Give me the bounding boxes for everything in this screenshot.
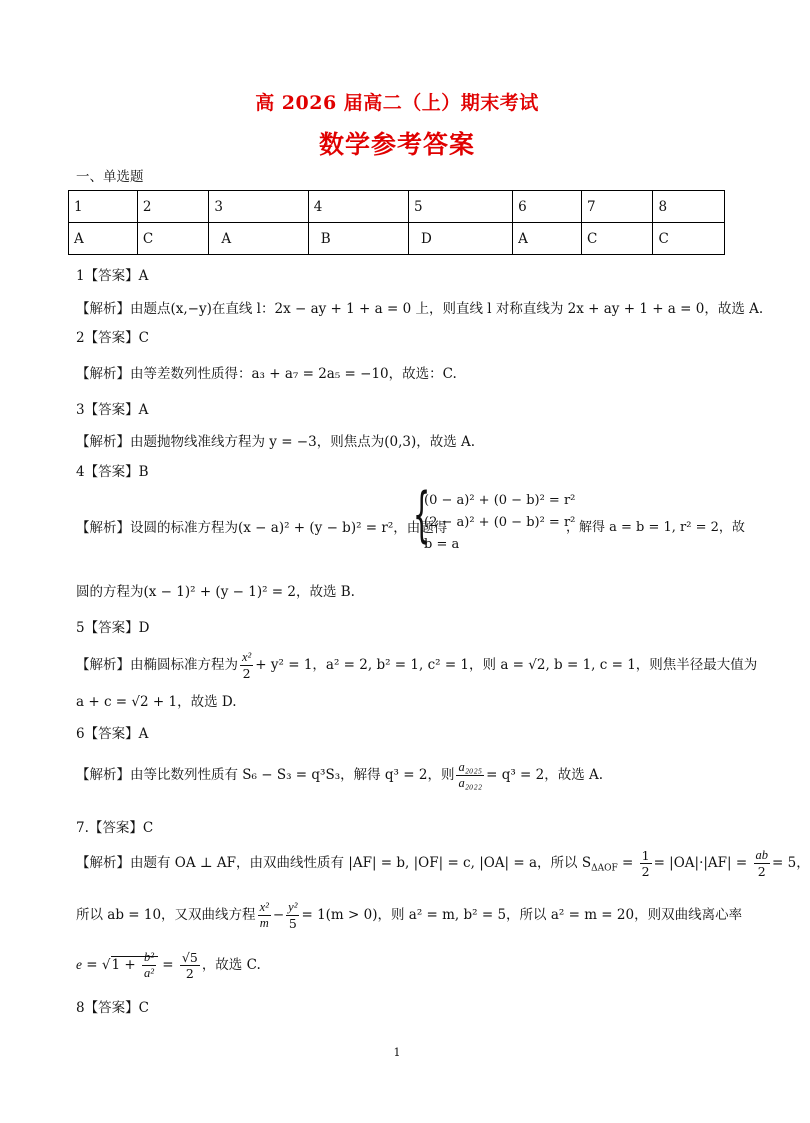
answer-8-head: 8【答案】C xyxy=(76,1000,149,1016)
section-heading: 一、单选题 xyxy=(76,169,144,185)
answer-6-explain-b: = q³ = 2，故选 A. xyxy=(486,767,604,783)
system-eq-3: b = a xyxy=(424,537,460,552)
answer-5-explain-c: a + c = √2 + 1，故选 D. xyxy=(76,694,237,710)
answer-3-explain: 【解析】由题抛物线准线方程为 y = −3，则焦点为(0,3)，故选 A. xyxy=(76,434,476,450)
answer-7-explain-b: = |OA|·|AF| = xyxy=(653,855,752,871)
table-cell: 4 xyxy=(308,191,408,223)
table-cell: A xyxy=(69,223,138,255)
hyperbola-y-fraction: $\frac{\text{y²}}{5}$ xyxy=(288,900,298,931)
table-cell: 1 xyxy=(69,191,138,223)
answer-5-explain-b: + y² = 1，a² = 2, b² = 1, c² = 1，则 a = √2, b = 1, c = 1，则焦半径最大值为 xyxy=(255,657,758,673)
hyperbola-x-fraction: $\frac{\text{x²}}{m}$ xyxy=(259,900,269,930)
table-cell: C xyxy=(653,223,725,255)
answer-4-explain-a: 【解析】设圆的标准方程为(x − a)² + (y − b)² = r²，由题得 xyxy=(76,520,448,536)
eccentricity-result-fraction: $\frac{√5}{2}$ xyxy=(181,950,198,981)
answer-2-explain: 【解析】由等差数列性质得：a₃ + a₇ = 2a₅ = −10，故选：C. xyxy=(76,366,457,382)
table-cell: 7 xyxy=(582,191,653,223)
table-cell: A xyxy=(209,223,308,255)
answer-4-explain-c: 圆的方程为(x − 1)² + (y − 1)² = 2，故选 B. xyxy=(76,584,355,600)
answer-1-head: 1【答案】A xyxy=(76,268,149,284)
answer-5-explain-a: 【解析】由椭圆标准方程为 xyxy=(76,657,238,673)
table-cell: 6 xyxy=(513,191,582,223)
answer-7-explain-a: 【解析】由题有 OA ⊥ AF，由双曲线性质有 |AF| = b, |OF| = c, |OA| = a，所以 S xyxy=(76,855,592,871)
answer-7-explain-c: = 5， xyxy=(772,855,810,871)
answer-5-head: 5【答案】D xyxy=(76,620,150,636)
system-brace: { xyxy=(413,480,431,550)
answer-7-explain-d: 所以 ab = 10，又双曲线方程 xyxy=(76,907,256,923)
table-cell: 3 xyxy=(209,191,308,223)
answer-7-head: 7.【答案】C xyxy=(76,820,154,836)
table-cell: D xyxy=(409,223,513,255)
answer-7-explain-e: = 1(m > 0)，则 a² = m, b² = 5，所以 a² = m = 20，则双曲线离心率 xyxy=(301,907,743,923)
page-number: 1 xyxy=(393,1046,401,1059)
answer-6-explain xyxy=(76,760,603,791)
ratio-fraction: $\frac{\text{a₂₀₂₅}}{\text{a₂₀₂₂}}$ xyxy=(458,760,483,790)
table-cell: C xyxy=(582,223,653,255)
ellipse-fraction: $\frac{\text{x²}}{2}$ xyxy=(242,650,252,681)
answer-4-head: 4【答案】B xyxy=(76,464,149,480)
answer-6-explain-a: 【解析】由等比数列性质有 S₆ − S₃ = q³S₃，解得 q³ = 2，则 xyxy=(76,767,455,783)
eccentricity-inner-fraction: $\frac{\text{b²}}{\text{a²}}$ xyxy=(143,950,154,980)
answer-4-explain-b: ，解得 a = b = 1, r² = 2，故 xyxy=(566,520,745,535)
system-eq-1: (0 − a)² + (0 − b)² = r² xyxy=(424,493,576,508)
answer-7-explain-f: ，故选 C. xyxy=(201,957,261,973)
exam-title: 高 2026 届高二（上）期末考试 xyxy=(255,92,539,114)
table-cell: A xyxy=(513,223,582,255)
answer-7-explain-3: e = √1 + $\frac{\text{b²}}{\text{a²}}$ = $\frac{√5}{2}$ ，故选 C. xyxy=(76,950,261,981)
answer-7-explain-2: 所以 ab = 10，又双曲线方程 $\frac{\text{x²}}{m}$ − $\frac{\text{y²}}{5}$ = 1(m > 0)，则 a² = m, b² = 5，所以 a² = m = 20，则双曲线离心率 xyxy=(76,900,743,931)
ab-fraction: $\frac{ab}{2}$ xyxy=(755,848,768,879)
answer-6-head: 6【答案】A xyxy=(76,726,149,742)
system-eq-2: (2 − a)² + (0 − b)² = r² xyxy=(424,515,576,530)
exam-subtitle: 数学参考答案 xyxy=(318,130,475,159)
answer-2-head: 2【答案】C xyxy=(76,330,149,346)
table-row-numbers xyxy=(69,191,725,223)
table-cell: 8 xyxy=(653,191,725,223)
answer-5-explain xyxy=(76,650,757,681)
answer-1-explain: 【解析】由题点(x,−y)在直线 l：2x − ay + 1 + a = 0 上，则直线 l 对称直线为 2x + ay + 1 + a = 0，故选 A. xyxy=(76,301,764,317)
answer-table xyxy=(68,190,725,255)
table-cell: 5 xyxy=(409,191,513,223)
table-cell: B xyxy=(308,223,408,255)
equation-system xyxy=(424,490,575,556)
half-fraction: $\frac{1}{2}$ xyxy=(641,848,650,879)
table-cell: 2 xyxy=(137,191,208,223)
answer-3-head: 3【答案】A xyxy=(76,402,149,418)
table-row-answers xyxy=(69,223,725,255)
answer-7-explain: 【解析】由题有 OA ⊥ AF，由双曲线性质有 |AF| = b, |OF| = c, |OA| = a，所以 $S_{\Delta AOF}$ = $\frac{1}{2}$ = |OA|·|AF| = $\frac{ab}{2}$ = 5， xyxy=(76,848,810,879)
table-cell: C xyxy=(137,223,208,255)
